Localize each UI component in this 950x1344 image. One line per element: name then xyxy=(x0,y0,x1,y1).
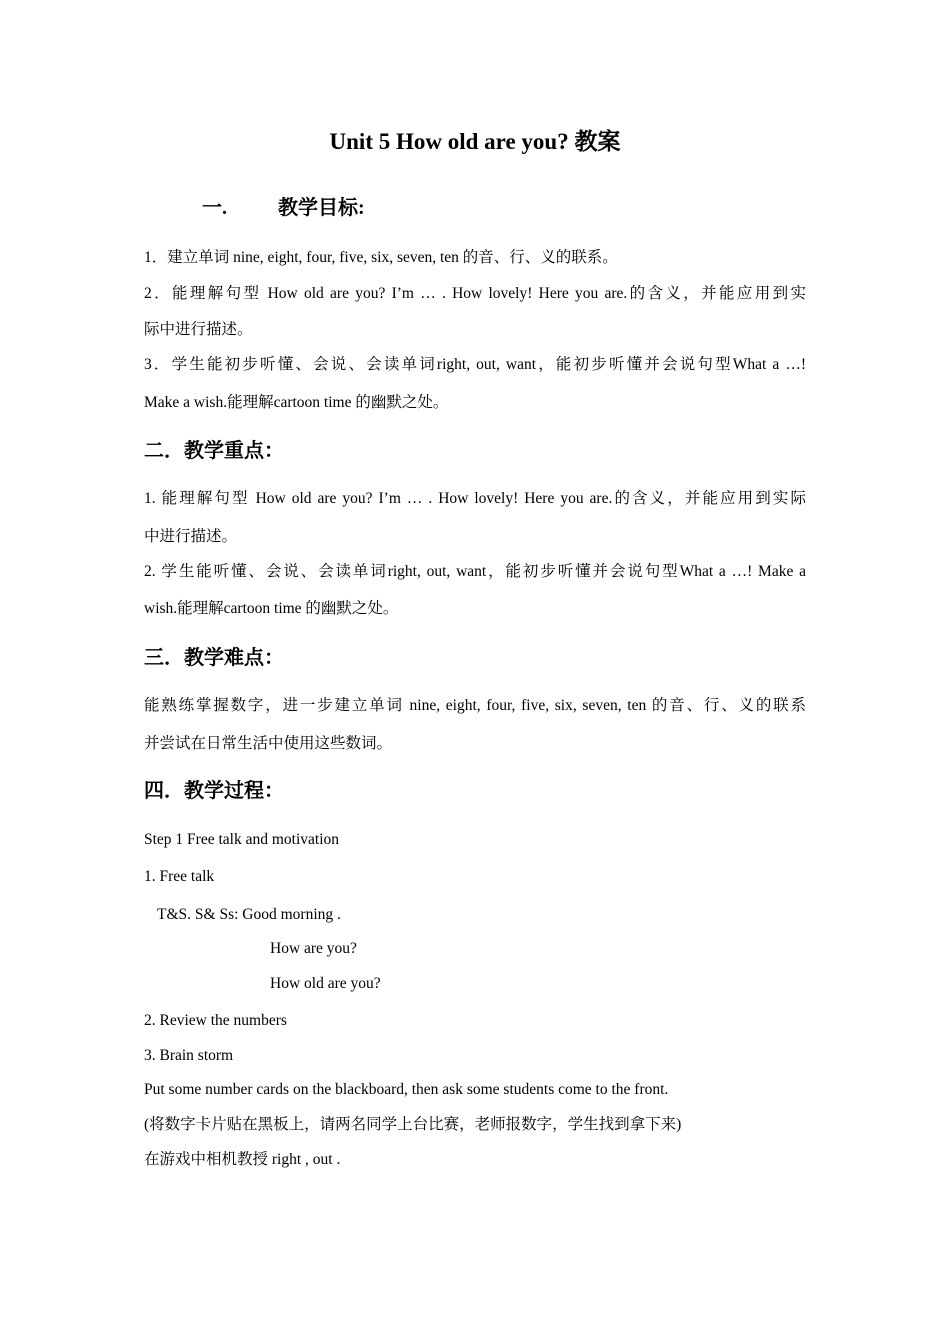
free-talk-line: 1. Free talk xyxy=(144,868,215,885)
section1-item-3-cont: Make a wish.能理解cartoon time 的幽默之处。 xyxy=(144,394,449,411)
brain-storm-line: 3. Brain storm xyxy=(144,1047,234,1064)
dialogue-line-3: How old are you? xyxy=(270,975,381,992)
section2-item-1: 1. 能理解句型 How old are you? I’m … . How lovely! Here you are.的含义，并能应用到实际 xyxy=(144,490,806,507)
section3-heading: 三．教学难点： xyxy=(144,647,284,669)
step1-line: Step 1 Free talk and motivation xyxy=(144,831,340,848)
section1-item-1: 1．建立单词 nine, eight, four, five, six, seven, ten 的音、行、义的联系。 xyxy=(144,249,618,266)
section2-heading: 二．教学重点： xyxy=(144,440,284,462)
section3-item-1-cont: 并尝试在日常生活中使用这些数词。 xyxy=(144,735,393,752)
section1-item-2-cont: 际中进行描述。 xyxy=(144,321,253,338)
page-title: Unit 5 How old are you? 教案 xyxy=(329,129,621,154)
section2-item-2-cont: wish.能理解cartoon time 的幽默之处。 xyxy=(144,600,399,617)
section2-item-1-cont: 中进行描述。 xyxy=(144,528,238,545)
section3-item-1: 能熟练掌握数字，进一步建立单词 nine, eight, four, five, six, seven, ten 的音、行、义的联系 xyxy=(144,697,806,714)
dialogue-line-1: T&S. S& Ss: Good morning . xyxy=(157,906,341,923)
instruction-cn-line: (将数字卡片贴在黑板上，请两名同学上台比赛，老师报数字，学生找到拿下来) xyxy=(144,1116,682,1133)
section1-number: 一. xyxy=(202,197,227,219)
section1-heading-text: 教学目标: xyxy=(278,197,365,219)
section1-item-3: 3．学生能初步听懂、会说、会读单词right, out, want，能初步听懂并会说句型What a …! xyxy=(144,356,806,373)
section1-heading xyxy=(202,195,365,221)
section2-item-2: 2. 学生能听懂、会说、会读单词right, out, want，能初步听懂并会说句型What a …! Make a xyxy=(144,563,806,580)
teach-words-line: 在游戏中相机教授 right , out . xyxy=(144,1151,341,1168)
instruction-line: Put some number cards on the blackboard, then ask some students come to the front. xyxy=(144,1081,669,1098)
section4-heading: 四．教学过程： xyxy=(144,780,284,802)
dialogue-line-2: How are you? xyxy=(270,940,357,957)
section1-item-2: 2．能理解句型 How old are you? I’m … . How lovely! Here you are.的含义，并能应用到实 xyxy=(144,285,806,302)
review-line: 2. Review the numbers xyxy=(144,1012,287,1029)
